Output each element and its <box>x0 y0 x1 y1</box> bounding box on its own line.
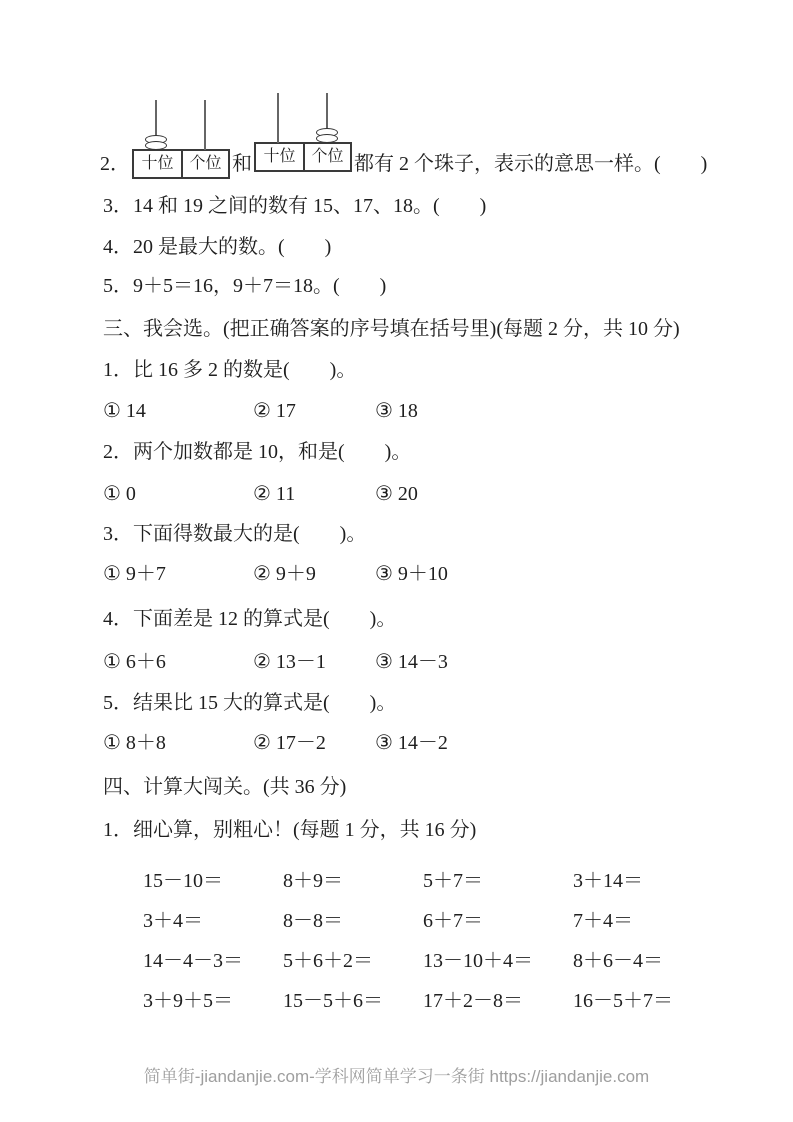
mc-question-5-options <box>103 730 448 757</box>
option-1: ① 0 <box>103 483 136 505</box>
statement-5: 5．9＋5＝16，9＋7＝18。( ) <box>103 275 387 297</box>
option-2: ② 11 <box>253 483 296 505</box>
calc-problem: 6＋7＝ <box>423 910 483 932</box>
mc-question-4-options <box>103 649 448 676</box>
calc-problem: 3＋14＝ <box>573 870 643 892</box>
statement-2 <box>100 95 707 179</box>
ones-label: 个位 <box>303 144 350 170</box>
option-2: ② 13－1 <box>253 651 326 673</box>
calc-problem: 8＋6－4＝ <box>573 950 663 972</box>
calc-problem: 15－5＋6＝ <box>283 990 383 1012</box>
tens-label: 十位 <box>263 148 296 165</box>
mc-question-3-options <box>103 561 448 588</box>
calc-problem: 16－5＋7＝ <box>573 990 673 1012</box>
calc-problem: 13－10＋4＝ <box>423 950 533 972</box>
tens-rod <box>277 93 279 143</box>
calc-problem: 7＋4＝ <box>573 910 633 932</box>
statement-3: 3．14 和 19 之间的数有 15、17、18。( ) <box>103 195 487 217</box>
calc-problem: 5＋6＋2＝ <box>283 950 373 972</box>
calc-problem: 15－10＝ <box>143 870 223 892</box>
place-value-chart-1 <box>132 149 230 179</box>
calc-problem: 3＋4＝ <box>143 910 203 932</box>
calc-problem: 8＋9＝ <box>283 870 343 892</box>
mc-question-1-stem: 1．比 16 多 2 的数是( )。 <box>103 359 357 381</box>
mc-question-5-stem: 5．结果比 15 大的算式是( )。 <box>103 692 397 714</box>
calc-problem: 14－4－3＝ <box>143 950 243 972</box>
mc-question-2-options <box>103 481 418 508</box>
option-1: ① 8＋8 <box>103 732 166 754</box>
statement-2-connector: 和 <box>232 153 252 175</box>
option-1: ① 14 <box>103 400 146 422</box>
option-1: ① 6＋6 <box>103 651 166 673</box>
statement-2-text: 都有 2 个珠子，表示的意思一样。( ) <box>354 153 708 175</box>
section4-subtitle: 1．细心算，别粗心！(每题 1 分，共 16 分) <box>103 819 477 841</box>
tens-label: 十位 <box>141 155 174 172</box>
option-3: ③ 14－2 <box>375 732 448 754</box>
option-2: ② 17 <box>253 400 296 422</box>
ones-beads <box>316 131 338 143</box>
option-2: ② 17－2 <box>253 732 326 754</box>
mc-question-4-stem: 4．下面差是 12 的算式是( )。 <box>103 608 397 630</box>
mc-question-3-stem: 3．下面得数最大的是( )。 <box>103 523 367 545</box>
statement-4: 4．20 是最大的数。( ) <box>103 236 332 258</box>
option-3: ③ 9＋10 <box>375 563 448 585</box>
calc-problem: 17＋2－8＝ <box>423 990 523 1012</box>
place-value-chart-2 <box>254 142 352 172</box>
option-1: ① 9＋7 <box>103 563 166 585</box>
footer-watermark: 简单街-jiandanjie.com-学科网简单学习一条街 https://jiandanjie.com <box>143 1067 650 1086</box>
ones-rod <box>204 100 206 150</box>
calculation-grid <box>143 864 723 1024</box>
option-3: ③ 20 <box>375 483 418 505</box>
place-value-box <box>132 149 230 179</box>
ones-label: 个位 <box>181 151 228 177</box>
tens-beads <box>145 138 167 150</box>
mc-question-2-stem: 2．两个加数都是 10，和是( )。 <box>103 441 412 463</box>
section3-title: 三、我会选。(把正确答案的序号填在括号里)(每题 2 分，共 10 分) <box>103 318 680 340</box>
place-value-box <box>254 142 352 172</box>
calc-problem: 5＋7＝ <box>423 870 483 892</box>
option-3: ③ 14－3 <box>375 651 448 673</box>
mc-question-1-options <box>103 398 418 425</box>
bead <box>145 141 167 150</box>
statement-2-number: 2． <box>100 153 130 175</box>
calc-problem: 8－8＝ <box>283 910 343 932</box>
calc-problem: 3＋9＋5＝ <box>143 990 233 1012</box>
bead <box>316 134 338 143</box>
option-3: ③ 18 <box>375 400 418 422</box>
section4-title: 四、计算大闯关。(共 36 分) <box>103 776 347 798</box>
option-2: ② 9＋9 <box>253 563 316 585</box>
